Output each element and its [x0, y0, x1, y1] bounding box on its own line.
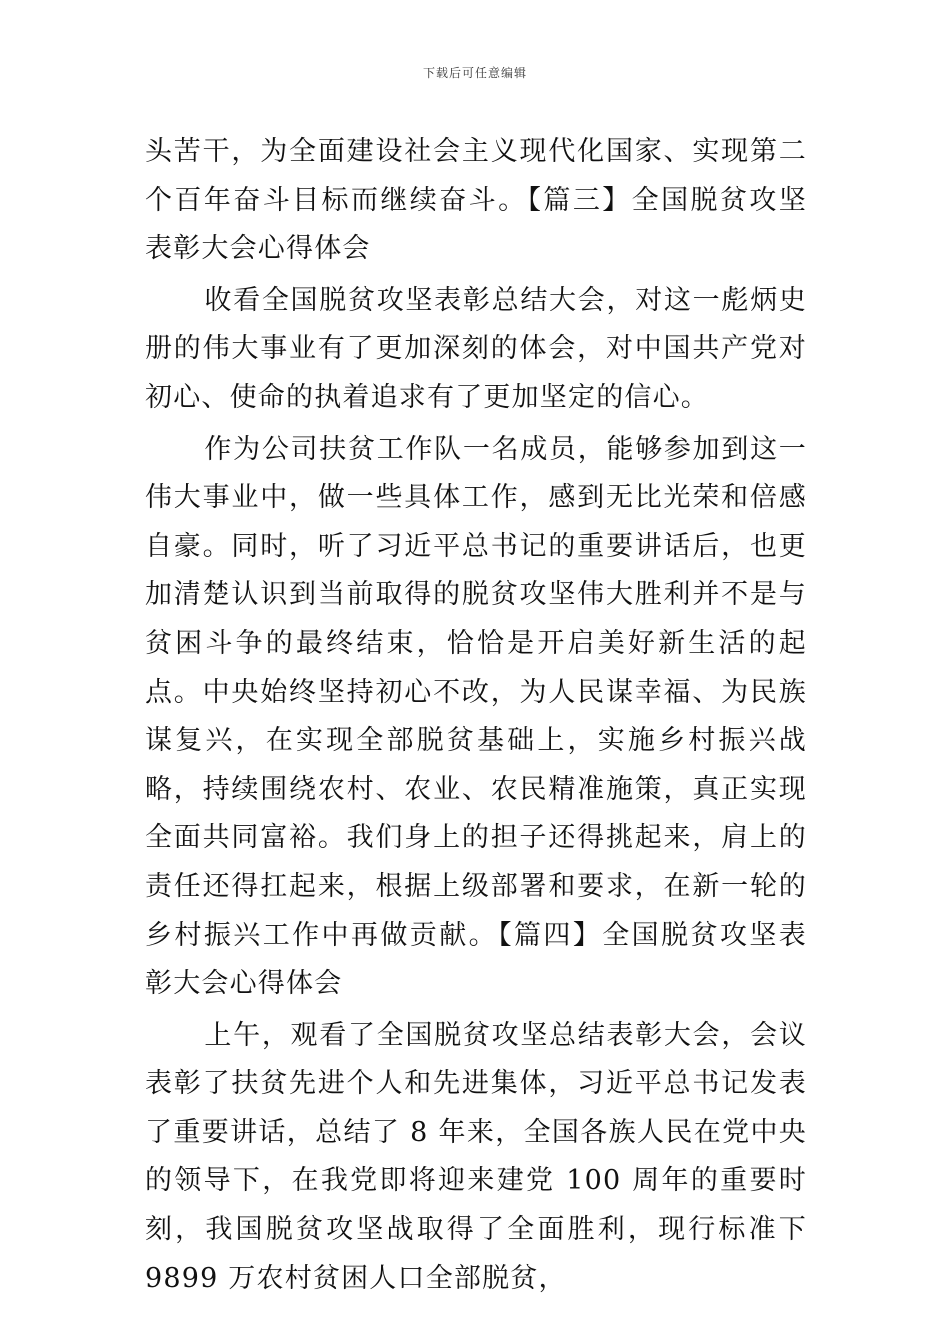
paragraph-4: 上午，观看了全国脱贫攻坚总结表彰大会，会议表彰了扶贫先进个人和先进集体，习近平总书记发表了重要讲话，总结了 8 年来，全国各族人民在党中央的领导下，在我党即将迎来建党 100 周年的重要时刻，我国脱贫攻坚战取得了全面胜利，现行标准下 9899 万农村贫困人口全部脱贫， [145, 1019, 807, 1294]
paragraph-3: 作为公司扶贫工作队一名成员，能够参加到这一伟大事业中，做一些具体工作，感到无比光荣和倍感自豪。同时，听了习近平总书记的重要讲话后，也更加清楚认识到当前取得的脱贫攻坚伟大胜利并不是与贫困斗争的最终结束，恰恰是开启美好新生活的起点。中央始终坚持初心不改，为人民谋幸福、为民族谋复兴，在实现全部脱贫基础上，实施乡村振兴战略，持续围绕农村、农业、农民精准施策，真正实现全面共同富裕。我们身上的担子还得挑起来，肩上的责任还得扛起来，根据上级部署和要求，在新一轮的乡村振兴工作中再做贡献。【篇四】全国脱贫攻坚表彰大会心得体会 [145, 433, 807, 1000]
paragraph-2: 收看全国脱贫攻坚表彰总结大会，对这一彪炳史册的伟大事业有了更加深刻的体会，对中国共产党对初心、使命的执着追求有了更加坚定的信心。 [145, 284, 807, 413]
paragraph-1: 头苦干，为全面建设社会主义现代化国家、实现第二个百年奋斗目标而继续奋斗。【篇三】全国脱贫攻坚表彰大会心得体会 [145, 136, 807, 265]
document-body [145, 128, 807, 1303]
page-header: 下载后可任意编辑 [422, 66, 527, 80]
